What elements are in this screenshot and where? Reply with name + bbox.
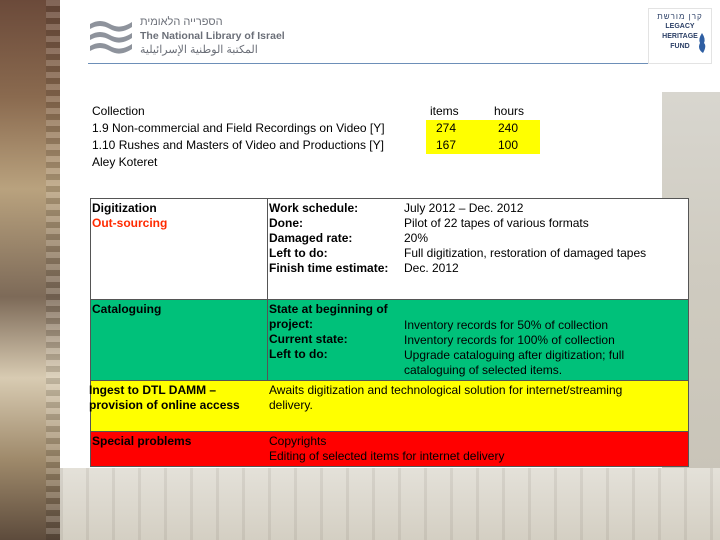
- cataloguing-heading-cell: [91, 300, 268, 380]
- nli-english-name: The National Library of Israel: [140, 30, 285, 42]
- cataloguing-label: project:: [269, 317, 314, 331]
- items-value: 274: [435, 121, 457, 135]
- collection-block: [92, 103, 385, 171]
- digitization-label: Work schedule:: [269, 201, 359, 215]
- cataloguing-value: Upgrade cataloguing after digitization; full: [404, 348, 625, 362]
- cataloguing-value: Inventory records for 100% of collection: [404, 333, 615, 347]
- digitization-value: Full digitization, restoration of damaged tapes: [404, 246, 647, 260]
- special-text: Copyrights: [269, 434, 327, 448]
- ingest-heading-cell: [91, 381, 268, 431]
- ingest-text: delivery.: [269, 398, 313, 412]
- digitization-label: Finish time estimate:: [269, 261, 389, 275]
- nli-arabic-name: المكتبة الوطنية الإسرائيلية: [140, 44, 258, 56]
- digitization-label: Done:: [269, 216, 303, 230]
- digitization-title: Digitization: [92, 201, 157, 215]
- cataloguing-title: Cataloguing: [92, 302, 162, 316]
- cataloguing-label: Left to do:: [269, 347, 328, 361]
- row-cataloguing: [91, 300, 688, 381]
- legacy-line-1: LEGACY: [665, 23, 695, 30]
- special-text-cell: [268, 432, 688, 466]
- legacy-line-2: HERITAGE: [662, 33, 698, 40]
- nli-hebrew-name: הספרייה הלאומית: [140, 16, 223, 28]
- digitization-heading-cell: [91, 199, 268, 299]
- cataloguing-labels-cell: [268, 300, 402, 380]
- decorative-manuscript-bottom: [60, 468, 720, 540]
- ingest-title: provision of online access: [89, 398, 240, 412]
- legacy-line-3: FUND: [670, 43, 690, 50]
- digitization-values-cell: [402, 199, 688, 299]
- ingest-text-cell: [268, 381, 688, 431]
- flame-icon: [697, 33, 707, 53]
- special-title: Special problems: [92, 434, 192, 448]
- cataloguing-value: Inventory records for 50% of collection: [404, 318, 609, 332]
- digitization-value: Pilot of 22 tapes of various formats: [404, 216, 589, 230]
- decorative-manuscript-strip-left: [0, 0, 60, 540]
- collection-line: Aley Koteret: [92, 155, 158, 169]
- digitization-value: 20%: [404, 231, 429, 245]
- legacy-heritage-fund-logo: [648, 8, 712, 64]
- cataloguing-label: State at beginning of: [269, 302, 388, 316]
- status-table: [90, 198, 689, 467]
- header-divider: [88, 63, 658, 64]
- collection-line: 1.9 Non-commercial and Field Recordings on Video [Y]: [92, 121, 385, 135]
- legacy-hebrew-name: קרן מורשת: [657, 12, 703, 21]
- nli-logo-icon: [88, 18, 134, 54]
- digitization-subtitle: Out-sourcing: [92, 216, 168, 230]
- row-digitization: [91, 199, 688, 300]
- items-value: 167: [435, 138, 457, 152]
- ingest-title: Ingest to DTL DAMM –: [89, 383, 217, 397]
- digitization-label: Left to do:: [269, 246, 328, 260]
- ingest-text: Awaits digitization and technological solution for internet/streaming: [269, 383, 623, 397]
- special-text: Editing of selected items for internet delivery: [269, 449, 505, 463]
- cataloguing-values-cell: [402, 300, 688, 380]
- cataloguing-label: Current state:: [269, 332, 348, 346]
- digitization-value: Dec. 2012: [404, 261, 459, 275]
- special-heading-cell: [91, 432, 268, 466]
- digitization-label: Damaged rate:: [269, 231, 353, 245]
- row-special-problems: [91, 432, 688, 466]
- collection-line: 1.10 Rushes and Masters of Video and Productions [Y]: [92, 138, 384, 152]
- cataloguing-value: cataloguing of selected items.: [404, 363, 563, 377]
- hours-header: hours: [494, 104, 525, 118]
- row-ingest: [91, 381, 688, 432]
- hours-value: 240: [497, 121, 519, 135]
- digitization-value: July 2012 – Dec. 2012: [404, 201, 524, 215]
- stats-highlight: [426, 120, 540, 154]
- digitization-labels-cell: [268, 199, 402, 299]
- nli-logo-text: [140, 15, 285, 57]
- items-header: items: [430, 104, 459, 118]
- collection-title: Collection: [92, 104, 145, 118]
- hours-value: 100: [497, 138, 519, 152]
